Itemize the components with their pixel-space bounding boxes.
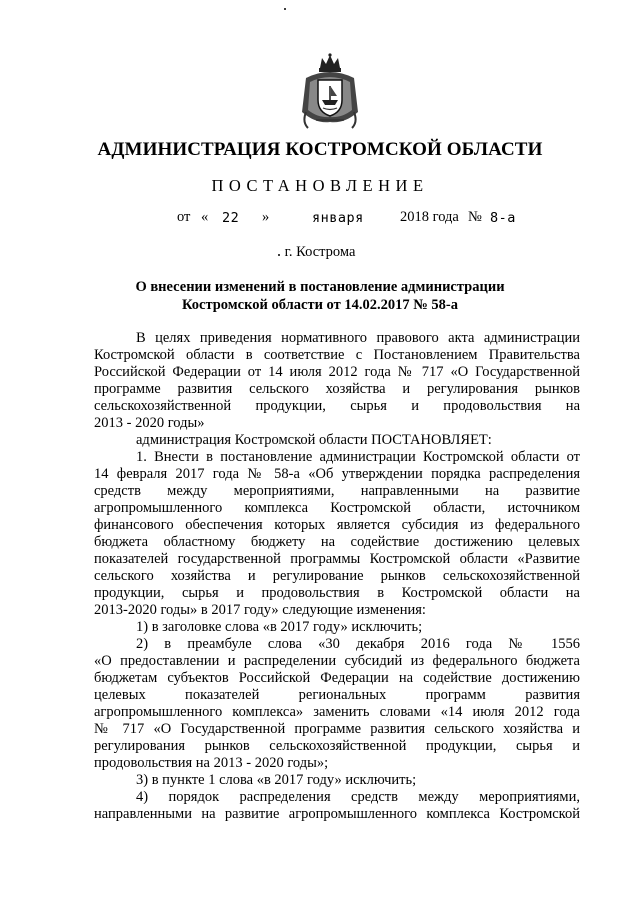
body-line: направленными на развитие агропромышленного комплекса Костромской (94, 806, 580, 822)
date-day: 22 (222, 210, 240, 226)
date-month: января (312, 210, 364, 226)
body-line: 4) порядок распределения средств между мероприятиями, (136, 789, 580, 805)
date-prefix: от (177, 209, 191, 225)
body-line: финансового обеспечения которых является субсидия из федерального (94, 517, 580, 533)
body-line: Костромской области в соответствие с Постановлением Правительства (94, 347, 580, 363)
body-line: «О предоставлении и распределении субсидий из федерального бюджета (94, 653, 580, 669)
heading-line: О внесении изменений в постановление администрации (135, 279, 505, 295)
body-line: администрация Костромской области ПОСТАНОВЛЯЕТ: (136, 432, 492, 448)
body-line: программе развития сельского хозяйства и регулирования рынков (94, 381, 580, 397)
city: г. Кострома (284, 244, 356, 260)
body-line: 2) в преамбуле слова «30 декабря 2016 года № 1556 (136, 636, 580, 652)
document-type: ПОСТАНОВЛЕНИЕ (211, 176, 429, 195)
body-line: В целях приведения нормативного правового акта администрации (136, 330, 580, 346)
date-line (0, 209, 640, 231)
body-line: 2013-2020 годы» в 2017 году» следующие изменения: (94, 602, 426, 618)
kostroma-coat-of-arms-icon (296, 52, 364, 132)
body-line: бюджетам субъектов Российской Федерации на содействие достижению (94, 670, 580, 686)
document-number: 8-а (490, 210, 516, 226)
body-line: 1) в заголовке слова «в 2017 году» исключить; (136, 619, 423, 635)
body-line: 1. Внести в постановление администрации Костромской области от (136, 449, 580, 465)
body-line: средств между мероприятиями, направленными на развитие (94, 483, 580, 499)
date-open-quote: « (201, 209, 209, 225)
date-year: 2018 года (400, 209, 459, 225)
body-line: регулирования рынков сельскохозяйственной продукции, сырья и (94, 738, 580, 754)
document-heading (100, 278, 540, 314)
body-line: 2013 - 2020 годы» (94, 415, 205, 431)
body-line: агропромышленного комплекса» заменить словами «14 июля 2012 года (94, 704, 580, 720)
number-sign: № (468, 209, 482, 225)
body-line: 14 февраля 2017 года № 58-а «Об утверждении порядка распределения (94, 466, 580, 482)
body-line: целевых показателей региональных программ развития (94, 687, 580, 703)
body-line: Российской Федерации от 14 июля 2012 года № 717 «О Государственной (94, 364, 580, 380)
body-line: сельскохозяйственной продукции, сырья и продовольствия на (94, 398, 580, 414)
date-close-quote: » (262, 209, 270, 225)
heading-line: Костромской области от 14.02.2017 № 58-а (181, 297, 459, 313)
body-line: показателей государственной программы Костромской области «Развитие (94, 551, 580, 567)
body-line: продукции, сырья и продовольствия в Костромской области на (94, 585, 580, 601)
body-line: 3) в пункте 1 слова «в 2017 году» исключить; (136, 772, 417, 788)
body-line: бюджета областному бюджету на содействие достижению целевых (94, 534, 580, 550)
body-line: № 717 «О Государственной программе развития сельского хозяйства и (94, 721, 580, 737)
body-line: сельского хозяйства и регулирование рынков сельскохозяйственной (94, 568, 580, 584)
body-line: агропромышленного комплекса Костромской области, источником (94, 500, 580, 516)
body-line: продовольствия на 2013 - 2020 годы»; (94, 755, 329, 771)
organization-title: АДМИНИСТРАЦИЯ КОСТРОМСКОЙ ОБЛАСТИ (97, 139, 543, 160)
scan-speck (284, 8, 286, 10)
